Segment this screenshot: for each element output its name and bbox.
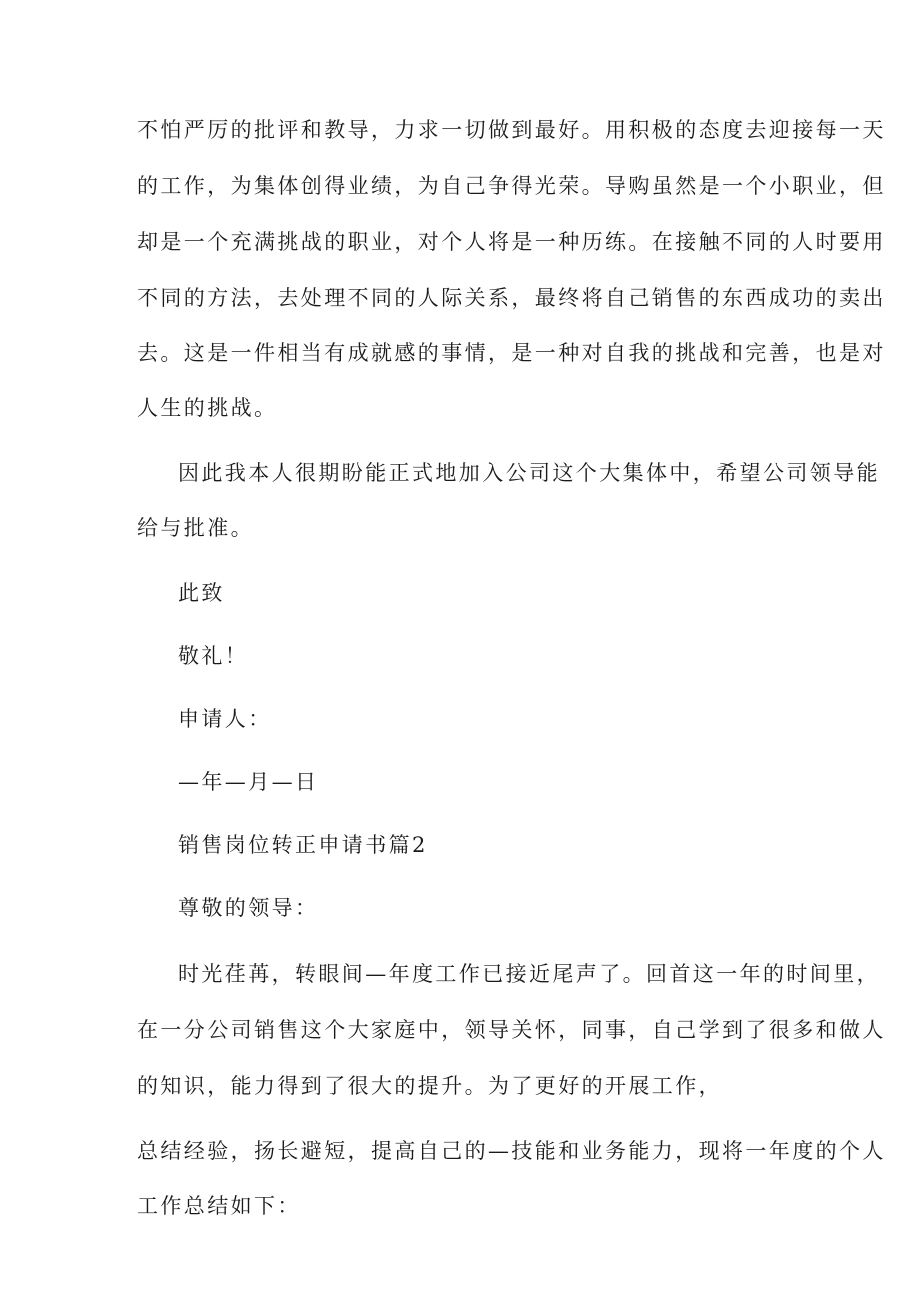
paragraph-2-line-2: 给与批准。 [137, 516, 254, 540]
paragraph-3-line-2: 在一分公司销售这个大家庭中，领导关怀，同事，自己学到了很多和做人 [137, 1018, 886, 1042]
paragraph-1-line-3: 却是一个充满挑战的职业，对个人将是一种历练。在接触不同的人时要用 [137, 230, 886, 254]
paragraph-4-line-1: 总结经验，扬长避短，提高自己的—技能和业务能力，现将一年度的个人 [137, 1139, 886, 1163]
paragraph-1-line-5: 去。这是一件相当有成就感的事情，是一种对自我的挑战和完善，也是对 [137, 341, 886, 365]
section-title: 销售岗位转正申请书篇2 [178, 833, 428, 857]
greeting: 尊敬的领导： [178, 896, 319, 920]
applicant-label: 申请人： [178, 707, 272, 731]
paragraph-3-line-3: 的知识，能力得到了很大的提升。为了更好的开展工作， [137, 1074, 722, 1098]
paragraph-3-line-1: 时光荏苒，转眼间—年度工作已接近尾声了。回首这一年的时间里， [178, 962, 880, 986]
paragraph-1-line-6: 人生的挑战。 [137, 396, 278, 420]
closing-regards: 敬礼！ [178, 644, 249, 668]
date-line: —年—月—日 [178, 770, 319, 794]
closing-salutation: 此致 [178, 581, 225, 605]
paragraph-1-line-2: 的工作，为集体创得业绩，为自己争得光荣。导购虽然是一个小职业，但 [137, 174, 886, 198]
paragraph-2-line-1: 因此我本人很期盼能正式地加入公司这个大集体中，希望公司领导能 [178, 461, 880, 485]
paragraph-4-line-2: 工作总结如下： [137, 1194, 301, 1218]
paragraph-1-line-1: 不怕严厉的批评和教导，力求一切做到最好。用积极的态度去迎接每一天 [137, 118, 886, 142]
paragraph-1-line-4: 不同的方法，去处理不同的人际关系，最终将自己销售的东西成功的卖出 [137, 286, 886, 310]
